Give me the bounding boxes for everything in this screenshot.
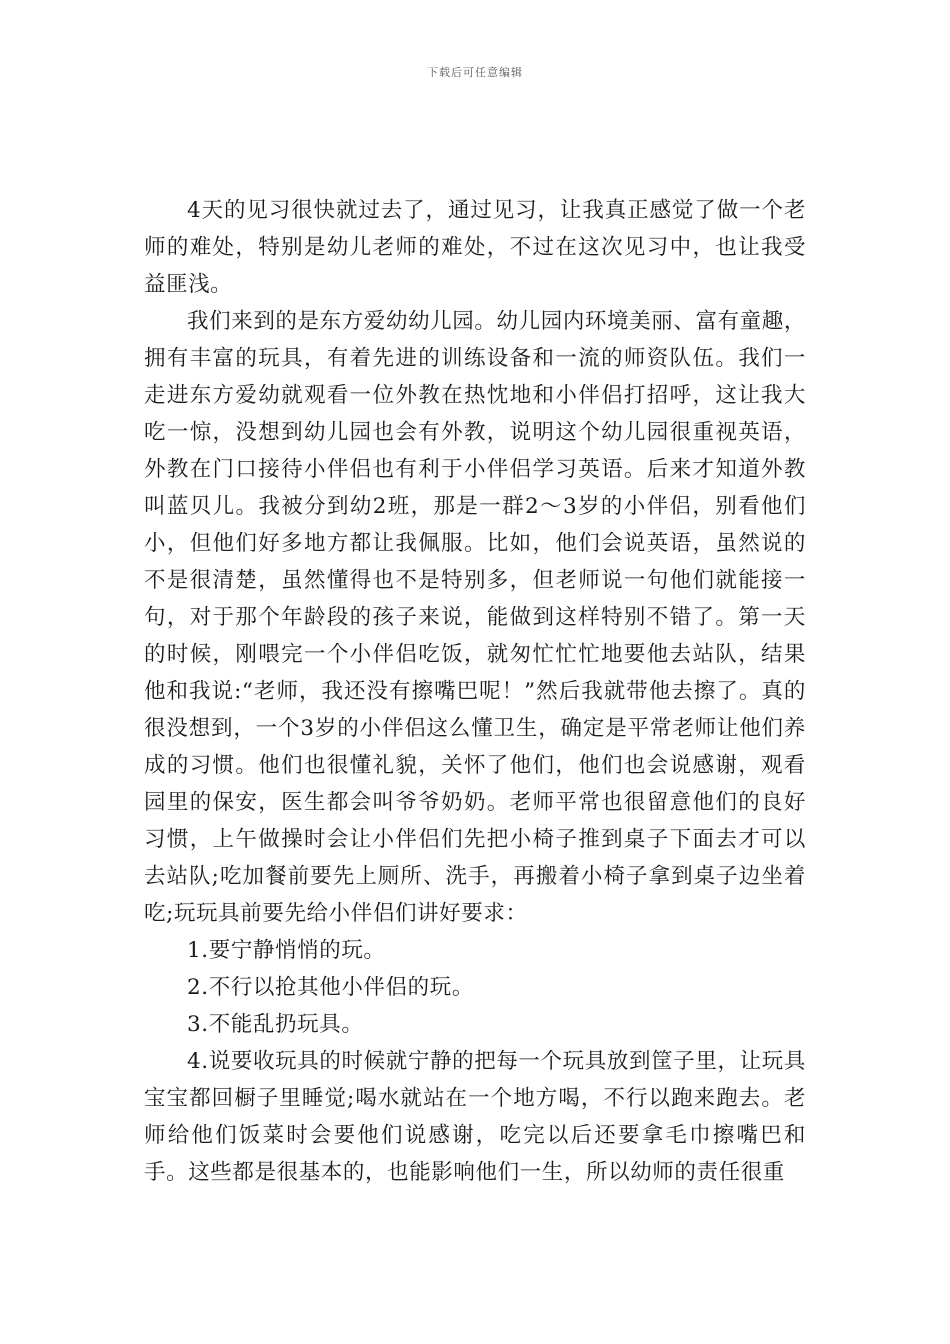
paragraph: 4天的见习很快就过去了，通过见习，让我真正感觉了做一个老师的难处，特别是幼儿老师的难处，不过在这次见习中，也让我受益匪浅。	[144, 198, 806, 297]
list-item: 3.不能乱扔玩具。	[187, 1012, 364, 1037]
paragraph: 我们来到的是东方爱幼幼儿园。幼儿园内环境美丽、富有童趣，拥有丰富的玩具，有着先进的训练设备和一流的师资队伍。我们一走进东方爱幼就观看一位外教在热忱地和小伴侣打招呼，这让我大吃一惊，没想到幼儿园也会有外教，说明这个幼儿园很重视英语，外教在门口接待小伴侣也有利于小伴侣学习英语。后来才知道外教叫蓝贝儿。我被分到幼2班，那是一群2～3岁的小伴侣，别看他们小，但他们好多地方都让我佩服。比如，他们会说英语，虽然说的不是很清楚，虽然懂得也不是特别多，但老师说一句他们就能接一句，对于那个年龄段的孩子来说，能做到这样特别不错了。第一天的时候，刚喂完一个小伴侣吃饭，就匆忙忙忙地要他去站队，结果他和我说:“老师，我还没有擦嘴巴呢！”然后我就带他去擦了。真的很没想到，一个3岁的小伴侣这么懂卫生，确定是平常老师让他们养成的习惯。他们也很懂礼貌，关怀了他们，他们也会说感谢，观看园里的保安，医生都会叫爷爷奶奶。老师平常也很留意他们的良好习惯，上午做操时会让小伴侣们先把小椅子推到桌子下面去才可以去站队;吃加餐前要先上厕所、洗手，再搬着小椅子拿到桌子边坐着吃;玩玩具前要先给小伴侣们讲好要求：	[144, 309, 806, 926]
page-header: 下载后可任意编辑	[427, 66, 523, 79]
list-item: 1.要宁静悄悄的玩。	[187, 938, 386, 963]
list-item: 4.说要收玩具的时候就宁静的把每一个玩具放到筐子里，让玩具宝宝都回橱子里睡觉;喝水就站在一个地方喝，不行以跑来跑去。老师给他们饭菜时会要他们说感谢，吃完以后还要拿毛巾擦嘴巴和手。这些都是很基本的，也能影响他们一生，所以幼师的责任很重	[144, 1049, 806, 1185]
document-body	[144, 192, 806, 1191]
list-item: 2.不行以抢其他小伴侣的玩。	[187, 975, 474, 1000]
